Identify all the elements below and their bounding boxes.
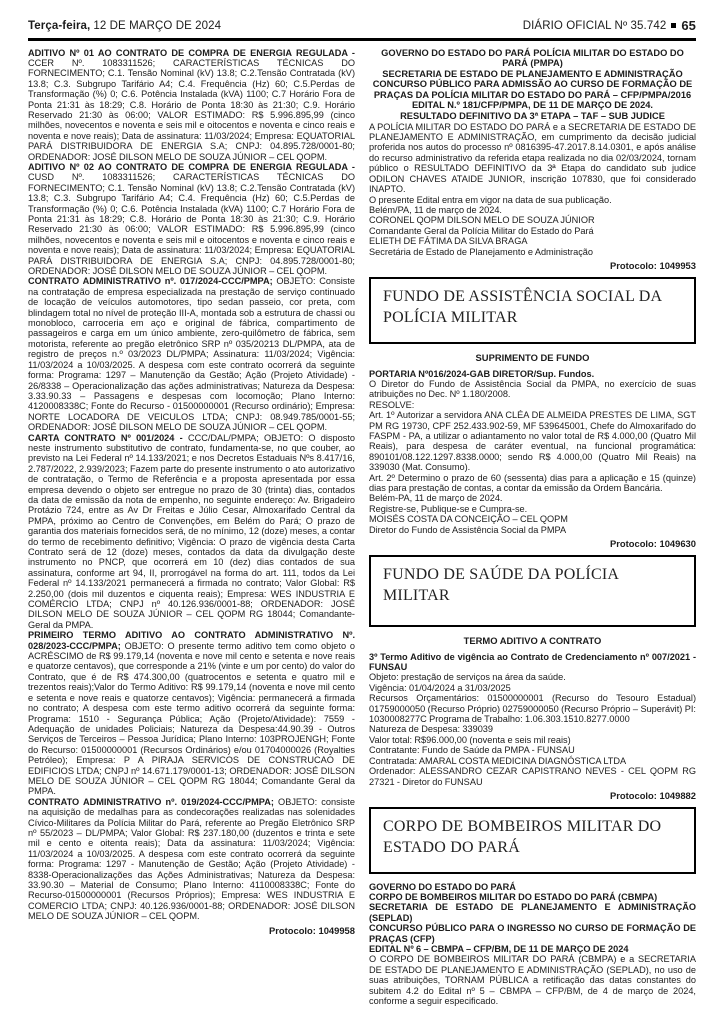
protocol-number: Protocolo: 1049953 — [610, 259, 696, 271]
date-label: 12 DE MARÇO DE 2024 — [93, 19, 222, 32]
publication-carta-contrato-001 — [28, 433, 355, 631]
signature-name: MOISÉS COSTA DA CONCEIÇÃO – CEL QOPM — [369, 514, 568, 525]
publication-contrato-019 — [28, 797, 355, 922]
protocol-number: Protocolo: 1049882 — [610, 789, 696, 801]
signature-role: Diretor do Fundo de Assistência Social da PMPA — [369, 524, 567, 535]
cbmpa-section — [369, 882, 696, 1007]
publication-body: OBJETO: O presente termo aditivo tem como objeto o ACRÉSCIMO de R$ 99.179,14 (noventa e nove mil cento e setenta e nove reais e quatorze centavos), que corresponde a 21% (vinte e um por cento) do valor do Contrato, que é de R$ 474.300,00 (quatrocentos e setenta e quatro mil e trezentos reais);Valor do Termo Aditivo: R$ 99.179,14 (noventa e nove mil cento e setenta e nove reais e quatorze centavos); Vigência: permanecerá a firmada no contrato; A despesa com este termo aditivo ocorrerá da seguinte forma: Programa: 1510 - Segurança Pública; Ação (Projeto/Atividade): 7559 - Adequação de unidades Policiais; Natureza da Despesa:44.90.39 - Outros Serviços de Terceiros – Pessoa Jurídica; Plano Interno: 103PROJENGH; Fonte do Recurso: 01500000001 (Recursos Ordinários) e/ou 01704000026 (Royalties Petróleo); Empresa: P A PIRAJA SERVICOS DE CONSTRUCAO DE EDIFICIOS LTDA; CNPJ nº 14.671.179/0001-13; ORDENADOR: JOSÉ DILSON MELO DE SOUZA JÚNIOR – CEL QOPM RG 18044; Comandante Geral da PMPA. — [28, 640, 355, 797]
content-columns — [28, 48, 696, 1007]
page-number: 65 — [681, 18, 696, 33]
publication-body: CCER Nº. 1083311526; CARACTERÍSTICAS TÉCNICAS DO FORNECIMENTO; C.1. Tensão Nominal (kV) 13.8; C.2.Tensão Contratada (kV) 13.8; C.3. Subgrupo Tarifário A4; C.4. Frequência (Hz) 60; C.5.Perdas de Transformação (%) 0; C.6. Potência Instalada (kVA) 1100; C.7 Horário Fora de Ponta 21:31 às 18:29; C.8. Horário de Ponta 18:30 às 21:30; C.9. Horário Reservado 21:30 às 06:00; VALOR ESTIMADO: R$ 5.996.895,99 (cinco milhões, novecentos e noventa e seis mil e oitocentos e noventa e cinco reais e noventa e nove reais); Data de assinatura: 11/03/2024; Empresa: EQUATORIAL PARÁ DISTRIBUIDORA DE ENERGIA S.A; CNPJ: 04.895.728/0001-80; ORDENADOR: JOSÉ DILSON MELO DE SOUZA JÚNIOR – CEL QOPM. — [28, 57, 355, 162]
agency-banner-title: FUNDO DE SAÚDE DA POLÍCIA MILITAR — [383, 566, 619, 604]
left-column — [28, 48, 355, 1007]
agency-banner-faspm — [369, 277, 696, 344]
protocol-number: Protocolo: 1049958 — [269, 924, 355, 936]
edital-heading-line: RESULTADO DEFINITIVO DA 3ª ETAPA – TAF – SUB JUDICE — [400, 111, 665, 122]
contract-line: Objeto: prestação de serviços na área da saúde. — [369, 672, 566, 683]
publication-aditivo-01 — [28, 48, 355, 162]
portaria-line: Art. 2º Determino o prazo de 60 (sessenta) dias para a aplicação e 15 (quinze) dias para prestação de contas, a contar da emissão da Ordem Bancária. — [369, 472, 696, 493]
portaria-line: RESOLVE: — [369, 399, 415, 410]
publication-title: PRIMEIRO TERMO ADITIVO AO CONTRATO ADMINISTRATIVO Nº. 028/2023-CCC/PMPA; — [28, 630, 355, 651]
edital-heading-line: CORPO DE BOMBEIROS MILITAR DO ESTADO DO PARÁ (CBMPA) — [369, 891, 658, 902]
edital-heading-line: GOVERNO DO ESTADO DO PARÁ POLÍCIA MILITAR DO ESTADO DO PARÁ (PMPA) — [381, 47, 684, 69]
signature-role: Secretária de Estado de Planejamento e Administração — [369, 246, 594, 257]
section-title: SUPRIMENTO DE FUNDO — [475, 351, 590, 363]
agency-banner-title: CORPO DE BOMBEIROS MILITAR DO ESTADO DO PARÁ — [383, 817, 662, 856]
header-divider — [28, 38, 696, 41]
portaria-line: O Diretor do Fundo de Assistência Social da PMPA, no exercício de suas atribuições no Dec. Nº 1.180/2008. — [369, 378, 696, 400]
signature-name: ELIETH DE FÁTIMA DA SILVA BRAGA — [369, 236, 528, 247]
edital-heading-line: CONCURSO PÚBLICO PARA O INGRESSO NO CURSO DE FORMAÇÃO DE PRAÇAS (CFP) — [369, 923, 696, 944]
portaria-place-date: Belém-PA, 11 de março de 2024. — [369, 493, 503, 504]
contract-line: Recursos Orçamentários: 01500000001 (Recurso do Tesouro Estadual) 01759000050 (Recurso Próprio) 02759000050 (Recurso Próprio – Superávit) PI: 1030008277C Programa de Trabalho: 1.06.303.1510.8277.0000 — [369, 693, 696, 725]
square-bullet-icon — [671, 23, 676, 28]
agency-banner-title: FUNDO DE ASSISTÊNCIA SOCIAL DA POLÍCIA MILITAR — [383, 287, 662, 326]
contract-line: Contratada: AMARAL COSTA MEDICINA DIAGNÓSTICA LTDA — [369, 755, 627, 766]
contract-line: Vigência: 01/04/2024 a 31/03/2025 — [369, 682, 511, 693]
edital-heading-line: EDITAL N.º 181/CFP/PMPA, DE 11 DE MARÇO DE 2024. — [411, 100, 654, 111]
edital-body: A POLÍCIA MILITAR DO ESTADO DO PARÁ e a SECRETARIA DE ESTADO DE PLANEJAMENTO E ADMINISTRAÇÃO, em cumprimento da decisão judicial proferida nos autos do processo nº 0816395-47.2017.8.14.0301, e após análise do recurso administrativo da referida etapa realizada no dia 02/03/2024, tornam público o RESULTADO DEFINITIVO da 3ª Etapa do candidato sub judice ODILON CHAVES ATAIDE JUNIOR, inscrição 107830, que foi considerado INAPTO. — [369, 121, 696, 195]
edital-heading-line: GOVERNO DO ESTADO DO PARÁ — [369, 881, 516, 892]
publication-body: CUSD Nº. 1083311526; CARACTERÍSTICAS TÉCNICAS DO FORNECIMENTO; C.1. Tensão Nominal (kV) 13.8; C.2.Tensão Contratada (kV) 13.8; C.3. Subgrupo Tarifário A4; C.4. Frequência (Hz) 60; C.5.Perdas de Transformação (%) 0; C.6. Potência Instalada (kVA) 1100; C.7 Horário Fora de Ponta 21:31 às 18:29; C.8. Horário de Ponta 18:30 às 21:30; C.9. Horário Reservado 21:30 às 06:00; VALOR ESTIMADO: R$ 5.996.895,99 (cinco milhões, novecentos e noventa e seis mil e oitocentos e noventa e cinco reais e noventa e nove reais); Data de assinatura: 11/03/2024; Empresa: EQUATORIAL PARÁ DISTRIBUIDORA DE ENERGIA S.A; CNPJ: 04.895.728/0001-80; ORDENADOR: JOSÉ DILSON MELO DE SOUZA JÚNIOR – CEL QOPM. — [28, 172, 355, 277]
publication-body: CCC/DAL/PMPA; OBJETO: O disposto neste instrumento substitutivo de contrato, fundamenta-se, no que couber, ao previsto na Lei Federal nº 14.133/2021; e nos Decretos Estaduais Nºs 8.417/16, 2.787/2022, 2.939/2023; Fazem parte do presente instrumento o ato autorizativo de contratação, o Termo de Referência e a proposta apresentada por essa empresa devendo o objeto ser entregue no prazo de 30 (trinta) dias, contados da data de emissão da nota de empenho, no seguinte endereço: Av. Brigadeiro Protázio 724, entre as Av Dr Freitas e Júlio Cesar, Almoxarifado Central da PMPA, próximo ao Centro de Convenções, em Belém do Pará; O prazo de garantia dos materiais fornecidos será, de no mínimo, 12 (doze) meses, a contar do termo de recebimento definitivo; Vigência: O prazo de vigência desta Carta Contrato será de 12 (doze) meses, contados da data da divulgação deste instrumento no PNCP, que ocorrerá em 10 (dez) dias contados de sua assinatura, conforme art 94, II, prorrogável na forma do art. 111, todos da Lei Federal nº 14.133/2021 permanecerá a firmada no contrato; Valor Global: R$ 2.250,00 (dois mil duzentos e ciquenta reais); Empresa: WES INDUSTRIA E COMÉRCIO LTDA; CNPJ nº 40.126.936/0001-88; ORDENADOR: JOSÉ DILSON MELO DE SOUZA JÚNIOR – CEL QOPM RG 18044; Comandante-Geral da PMPA. — [28, 432, 355, 630]
weekday-label: Terça-feira, — [28, 19, 91, 32]
publication-title: CARTA CONTRATO Nº 001/2024 - — [28, 432, 188, 443]
contract-line: Natureza de Despesa: 339039 — [369, 724, 494, 735]
signature-role: Comandante Geral da Polícia Militar do Estado do Pará — [369, 225, 594, 236]
right-column — [369, 48, 696, 1007]
edital-heading-line: EDITAL Nº 6 – CBMPA – CFP/BM, DE 11 DE MARÇO DE 2024 — [369, 943, 629, 954]
header-gazette — [523, 18, 696, 33]
faspm-section — [369, 352, 696, 550]
publication-title: ADITIVO Nº 01 AO CONTRATO DE COMPRA DE ENERGIA REGULADA - — [28, 47, 355, 58]
publication-body: OBJETO: consiste na aquisição de medalhas para as condecorações realizadas nas solenidades Cívico-Militares da Polícia Militar do Pará, referente ao Pregão Eletrônico SRP nº 55/2023 – DL/PMPA; Valor Global: R$ 237.180,00 (duzentos e trinta e sete mil e cento e oitenta reais); Data da assinatura: 11/03/2024; Vigência: 11/03/2024 a 10/03/2025. A despesa com este contrato ocorrerá da seguinte forma: Programa: 1297 - Manutenção de Gestão; Ação (Projeto Atividade) - 8338-Operacionalizações das Ações Administrativas; Natureza da Despesa: 33.90.30 – Material de Consumo; Plano Interno: 4110008338C; Fonte do Recurso-01500000001 (Recursos Próprios); Empresa: WES INDUSTRIA E COMERCIO LTDA; CNPJ: 40.126.936/0001-88; ORDENADOR: JOSÉ DILSON MELO DE SOUZA JÚNIOR – CEL QOPM. — [28, 796, 356, 922]
contract-line: Ordenador: ALESSANDRO CEZAR CAPISTRANO NEVES - CEL QOPM RG 27321 - Diretor do FUNSAU — [369, 766, 696, 787]
contract-title: 3º Termo Aditivo de vigência ao Contrato de Credenciamento nº 007/2021 - FUNSAU — [369, 651, 696, 673]
funsau-section — [369, 635, 696, 801]
contract-line: Valor total: R$96.000,00 (noventa e seis mil reais) — [369, 734, 571, 745]
contract-line: Contratante: Fundo de Saúde da PMPA - FUNSAU — [369, 745, 575, 756]
agency-banner-funsau — [369, 555, 696, 627]
publication-body: OBJETO: Consiste na contratação de empresa especializada na prestação de serviço continuado de locação de veículos automotores, tipo sedan passeio, cor preta, com blindagem total no nível de proteção III-A, montada sob a estrutura de chassi ou monobloco, carroceria em aço e original de fábrica, compartimento de passageiros e carga em um único ambiente, zero-quilômetro de fábrica, sem motorista, referente ao pregão eletrônico SRP nº 035/20213 DL/PMPA, ata de registro de preços n.º 03/2023 DL/PMPA; Assinatura: 11/03/2024; Vigência: 11/03/2024 a 10/03/2025. A despesa com este contrato ocorrerá da seguinte forma: Programa: 1297 – Manutenção da Gestão; Ação (Projeto Atividade) - 26/8338 – Operacionalização das ações administrativas; Natureza da Despesa: 3.33.90.33 – Passagens e despesas com locomoção; Plano Interno: 4120008338C; Fonte do Recurso - 01500000001 (Recurso ordinário); Empresa: NORTE LOCADORA DE VEICULOS LTDA; CNPJ: 08.949.785/0001-55; ORDENADOR: JOSÉ DILSON MELO DE SOUZA JÚNIOR – CEL QOPM. — [28, 276, 355, 433]
page-header — [28, 18, 696, 33]
publication-title: CONTRATO ADMINISTRATIVO nº. 017/2024-CCC/PMPA; — [28, 276, 277, 287]
edital-place-date: Belém/PA, 11 de março de 2024. — [369, 204, 502, 215]
publication-aditivo-02 — [28, 162, 355, 276]
publication-contrato-017 — [28, 276, 355, 432]
edital-heading-line: SECRETARIA DE ESTADO DE PLANEJAMENTO E ADMINISTRAÇÃO CONCURSO PÚBLICO PARA ADMISSÃO AO CURSO DE FORMAÇÃO DE PRAÇAS DA POLÍCIA MILITAR DO ESTADO DO PARÁ – CFP/PMPA/2016 — [372, 68, 693, 100]
protocol-number: Protocolo: 1049630 — [610, 538, 696, 550]
portaria-title: PORTARIA Nº016/2024-GAB DIRETOR/Sup. Fundos. — [369, 368, 595, 379]
edital-body: O CORPO DE BOMBEIROS MILITAR DO PARÁ (CBMPA) e a SECRETARIA DE ESTADO DE PLANEJAMENTO E ADMINISTRAÇÃO (SEPLAD), no uso de suas atribuições, TORNAM PÚBLICA a retificação das datas constantes do subitem 4.2 do Edital nº 5 – CBMPA – CFP/BM, de 4 de março de 2024, conforme a seguir especificado. — [369, 954, 696, 1006]
header-date — [28, 20, 224, 32]
portaria-line: Art. 1º Autorizar a servidora ANA CLÉA DE ALMEIDA PRESTES DE LIMA, SGT PM RG 19730, CPF 252.433.902-59, MF 539645001, Chefe do Almoxarifado do FASPM - PA, a utilizar o adiantamento no valor total de R$ 4.000,00 (Quatro Mil Reais), para despesa de caráter eventual, na funcional programática: 890101/08.122.1297.8338.0000; sendo R$ 4.000,00 (Quatro Mil Reais) na 339030 (Mat. Consumo). — [369, 410, 696, 473]
edital-heading-line: SECRETARIA DE ESTADO DE PLANEJAMENTO E ADMINISTRAÇÃO (SEPLAD) — [369, 902, 696, 923]
publication-title: CONTRATO ADMINISTRATIVO nº. 019/2024-CCC/PMPA; — [28, 796, 279, 807]
pmpa-edital-section — [369, 48, 696, 271]
agency-banner-cbmpa — [369, 807, 696, 874]
gazette-title: DIÁRIO OFICIAL Nº 35.742 — [522, 19, 667, 32]
section-title: TERMO ADITIVO A CONTRATO — [463, 634, 602, 646]
publication-title: ADITIVO Nº 02 AO CONTRATO DE COMPRA DE ENERGIA REGULADA - — [28, 161, 355, 172]
edital-closing-line: O presente Edital entra em vigor na data de sua publicação. — [369, 194, 612, 205]
signature-name: CORONEL QOPM DILSON MELO DE SOUZA JÚNIOR — [369, 215, 595, 226]
portaria-line: Registre-se, Publique-se e Cumpra-se. — [369, 503, 528, 514]
publication-termo-aditivo-028 — [28, 630, 355, 797]
